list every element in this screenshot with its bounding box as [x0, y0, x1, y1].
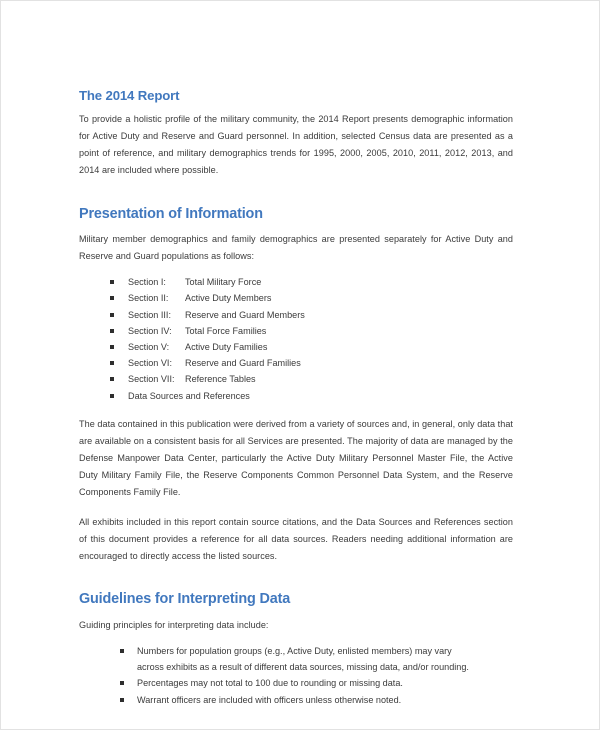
section-label: Section III: — [128, 309, 171, 320]
spacer — [79, 103, 513, 111]
section-label: Section IV: — [128, 325, 172, 336]
list-item — [110, 339, 513, 355]
square-bullet-icon — [120, 648, 137, 655]
guideline-text: Numbers for population groups (e.g., Active Duty, enlisted members) may vary across exhibits as a result of different data sources, missing data, and/or rounding. — [137, 646, 469, 673]
square-bullet-icon — [110, 344, 128, 351]
spacer — [79, 634, 513, 643]
list-item — [120, 692, 513, 708]
heading-the-2014-report: The 2014 Report — [79, 88, 180, 103]
list-item — [110, 307, 513, 323]
list-item — [110, 290, 513, 306]
spacer — [79, 222, 513, 231]
list-item — [110, 323, 513, 339]
square-bullet-icon — [110, 312, 128, 319]
square-bullet-icon — [110, 360, 128, 367]
section-label: Section I: — [128, 277, 166, 288]
spacer — [79, 501, 513, 514]
section-title: Reserve and Guard Members — [185, 309, 305, 320]
section-title: Data Sources and References — [128, 390, 250, 401]
paragraph-data-sources: The data contained in this publication were derived from a variety of sources and, in general, only data that are available on a consistent basis for all Services are presented. The majority of data are managed by the Defense Manpower Data Center, particularly the Active Duty Military Personnel Master File, the Active Duty Military Family File, the Reserve Components Common Personnel Data System, and the Reserve Components Family File. — [79, 418, 513, 498]
list-item — [110, 274, 513, 290]
spacer — [79, 608, 513, 617]
square-bullet-icon — [120, 680, 137, 687]
spacer — [79, 404, 513, 416]
square-bullet-icon — [110, 328, 128, 335]
list-item — [110, 388, 513, 404]
section-list — [79, 274, 513, 403]
square-bullet-icon — [110, 295, 128, 302]
paragraph-presentation-intro: Military member demographics and family demographics are presented separately for Active Duty and Reserve and Guard populations as follows: — [79, 234, 513, 262]
square-bullet-icon — [110, 393, 128, 400]
section-title: Reference Tables — [185, 374, 256, 385]
list-item — [120, 643, 513, 675]
section-title: Total Military Force — [185, 277, 262, 288]
guideline-text: Warrant officers are included with officers unless otherwise noted. — [137, 694, 402, 705]
paragraph-report-intro: To provide a holistic profile of the military community, the 2014 Report presents demographic information for Active Duty and Reserve and Guard personnel. In addition, selected Census data are presented as a point of reference, and military demographics trends for 1995, 2000, 2005, 2010, 2011, 2012, 2013, and 2014 are included where possible. — [79, 114, 513, 176]
heading-presentation-of-information: Presentation of Information — [79, 205, 263, 222]
section-label: Section VII: — [128, 374, 175, 385]
guidelines-list — [79, 643, 513, 708]
section-label: Section VI: — [128, 358, 172, 369]
section-label: Section V: — [128, 341, 170, 352]
guideline-text: Percentages may not total to 100 due to rounding or missing data. — [137, 678, 403, 689]
section-title: Reserve and Guard Families — [185, 358, 301, 369]
section-title: Total Force Families — [185, 325, 267, 336]
document-body — [79, 88, 513, 708]
square-bullet-icon — [110, 376, 128, 383]
square-bullet-icon — [120, 697, 137, 704]
paragraph-guidelines-intro: Guiding principles for interpreting data include: — [79, 619, 269, 630]
section-title: Active Duty Members — [185, 293, 272, 304]
heading-guidelines-for-interpreting-data: Guidelines for Interpreting Data — [79, 591, 291, 608]
spacer — [79, 265, 513, 274]
spacer — [79, 180, 513, 206]
list-item — [120, 675, 513, 691]
list-item — [110, 371, 513, 387]
section-title: Active Duty Families — [185, 341, 268, 352]
list-item — [110, 355, 513, 371]
square-bullet-icon — [110, 279, 128, 286]
section-label: Section II: — [128, 293, 169, 304]
spacer — [79, 565, 513, 591]
paragraph-exhibits-citations: All exhibits included in this report contain source citations, and the Data Sources and References section of this document provides a reference for all data sources. Readers needing additional information are encouraged to directly access the listed sources. — [79, 517, 513, 562]
